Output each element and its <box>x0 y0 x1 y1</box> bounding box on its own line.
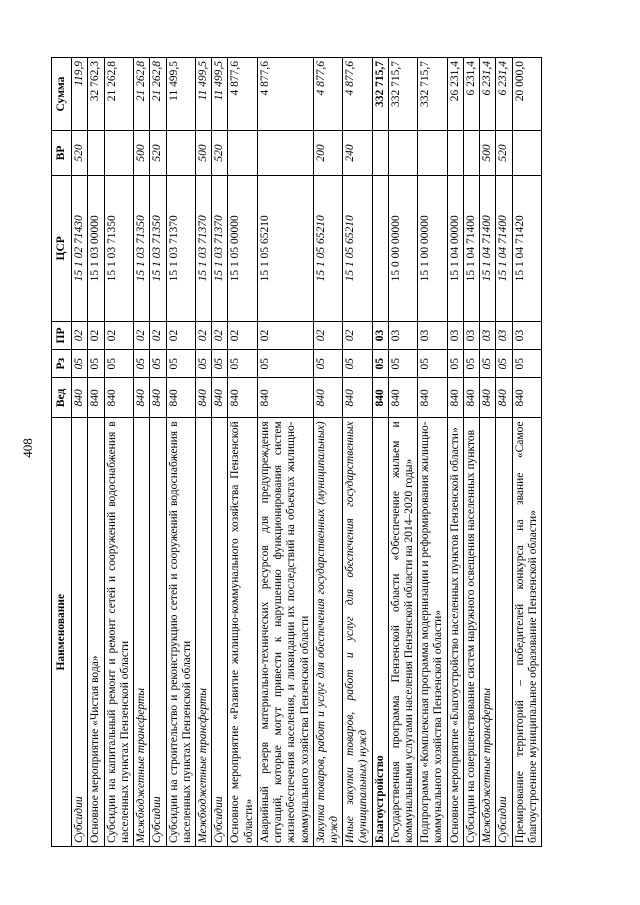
cell-ved: 840 <box>166 378 195 418</box>
cell-ved: 840 <box>418 378 447 418</box>
cell-sum: 119,9 <box>72 58 88 131</box>
cell-ved: 840 <box>88 378 104 418</box>
cell-pr: 02 <box>313 321 342 349</box>
cell-rz: 05 <box>166 350 195 378</box>
cell-pr: 02 <box>104 321 133 349</box>
header-pr: ПР <box>52 321 72 349</box>
cell-vr <box>88 131 104 176</box>
cell-csr: 15 1 04 71400 <box>480 175 496 321</box>
cell-pr: 02 <box>212 321 228 349</box>
cell-csr: 15 1 05 00000 <box>228 175 257 321</box>
cell-sum: 6 231,4 <box>463 58 479 131</box>
cell-csr: 15 1 02 71430 <box>72 175 88 321</box>
cell-pr: 03 <box>512 321 541 349</box>
table-row <box>496 58 512 847</box>
cell-rz: 05 <box>313 350 342 378</box>
cell-sum: 4 877,6 <box>343 58 372 131</box>
cell-vr <box>447 131 463 176</box>
cell-csr: 15 1 03 71370 <box>212 175 228 321</box>
cell-rz: 05 <box>195 350 211 378</box>
cell-vr: 500 <box>195 131 211 176</box>
table-row <box>212 58 228 847</box>
cell-ved: 840 <box>195 378 211 418</box>
cell-ved: 840 <box>512 378 541 418</box>
cell-vr: 500 <box>134 131 150 176</box>
cell-name: Аварийный резерв материально-технических ресурсов для предупреждения ситуаций, которые могут привести к нарушению функционирования систем жизнеобеспечения населения, и ликвидации их последствий на объектах жилищно-коммунального хозяйства Пензенской области <box>257 418 313 847</box>
table-row <box>372 58 388 847</box>
cell-rz: 05 <box>463 350 479 378</box>
cell-vr: 200 <box>313 131 342 176</box>
cell-csr: 15 1 04 71400 <box>463 175 479 321</box>
cell-sum: 21 262,8 <box>104 58 133 131</box>
table-row <box>104 58 133 847</box>
cell-pr: 02 <box>195 321 211 349</box>
cell-rz: 05 <box>150 350 166 378</box>
cell-name: Закупка товаров, работ и услуг для обеспечения государственных (муниципальных) нужд <box>313 418 342 847</box>
cell-pr: 03 <box>496 321 512 349</box>
table-row <box>388 58 417 847</box>
cell-pr: 02 <box>88 321 104 349</box>
table-row <box>257 58 313 847</box>
cell-rz: 05 <box>343 350 372 378</box>
cell-pr: 03 <box>463 321 479 349</box>
cell-ved: 840 <box>480 378 496 418</box>
cell-name: Субсидии <box>150 418 166 847</box>
table-row <box>313 58 342 847</box>
cell-name: Межбюджетные трансферты <box>134 418 150 847</box>
cell-vr: 520 <box>212 131 228 176</box>
budget-table <box>51 57 542 847</box>
budget-table-container <box>51 57 589 847</box>
cell-vr: 520 <box>150 131 166 176</box>
table-row <box>166 58 195 847</box>
cell-pr: 02 <box>228 321 257 349</box>
cell-pr: 02 <box>72 321 88 349</box>
cell-name: Основное мероприятие «Развитие жилищно-коммунального хозяйства Пензенской области» <box>228 418 257 847</box>
cell-rz: 05 <box>88 350 104 378</box>
cell-sum: 32 762,3 <box>88 58 104 131</box>
header-name: Наименование <box>52 418 72 847</box>
cell-rz: 05 <box>418 350 447 378</box>
cell-vr <box>166 131 195 176</box>
cell-sum: 332 715,7 <box>388 58 417 131</box>
cell-sum: 6 231,4 <box>480 58 496 131</box>
cell-sum: 332 715,7 <box>372 58 388 131</box>
cell-pr: 02 <box>134 321 150 349</box>
table-row <box>480 58 496 847</box>
cell-name: Субсидии на капитальный ремонт и ремонт сетей и сооружений водоснабжения в населенных пунктах Пензенской области <box>104 418 133 847</box>
cell-name: Основное мероприятие «Благоустройство населенных пунктов Пензенской области» <box>447 418 463 847</box>
cell-sum: 11 499,5 <box>166 58 195 131</box>
header-csr: ЦСР <box>52 175 72 321</box>
cell-rz: 05 <box>257 350 313 378</box>
cell-ved: 840 <box>212 378 228 418</box>
table-row <box>447 58 463 847</box>
cell-vr: 500 <box>480 131 496 176</box>
cell-rz: 05 <box>72 350 88 378</box>
cell-vr <box>512 131 541 176</box>
cell-vr: 520 <box>496 131 512 176</box>
cell-ved: 840 <box>104 378 133 418</box>
cell-csr: 15 1 04 71420 <box>512 175 541 321</box>
cell-name: Межбюджетные трансферты <box>195 418 211 847</box>
cell-vr <box>228 131 257 176</box>
cell-name: Основное мероприятие «Чистая вода» <box>88 418 104 847</box>
cell-name: Подпрограмма «Комплексная программа модернизации и реформирования жилищно-коммунального хозяйства Пензенской области» <box>418 418 447 847</box>
table-row <box>512 58 541 847</box>
cell-csr: 15 1 03 71350 <box>150 175 166 321</box>
cell-pr: 03 <box>447 321 463 349</box>
cell-ved: 840 <box>496 378 512 418</box>
cell-rz: 05 <box>388 350 417 378</box>
cell-csr: 15 1 00 00000 <box>418 175 447 321</box>
cell-vr <box>418 131 447 176</box>
table-row <box>343 58 372 847</box>
cell-rz: 05 <box>212 350 228 378</box>
cell-rz: 05 <box>134 350 150 378</box>
cell-name: Иные закупки товаров, работ и услуг для обеспечения государственных (муниципальных) нужд <box>343 418 372 847</box>
cell-name: Субсидии <box>496 418 512 847</box>
cell-csr: 15 1 04 00000 <box>447 175 463 321</box>
cell-pr: 03 <box>418 321 447 349</box>
cell-pr: 02 <box>166 321 195 349</box>
cell-csr: 15 1 03 71370 <box>166 175 195 321</box>
cell-name: Государственная программа Пензенской области «Обеспечение жильем и коммунальными услугами населения Пензенской области на 2014–2020 годы» <box>388 418 417 847</box>
cell-csr: 15 1 05 65210 <box>313 175 342 321</box>
cell-csr: 15 1 03 71350 <box>104 175 133 321</box>
cell-csr: 15 1 03 71350 <box>134 175 150 321</box>
cell-ved: 840 <box>388 378 417 418</box>
cell-vr: 520 <box>72 131 88 176</box>
cell-ved: 840 <box>150 378 166 418</box>
cell-pr: 03 <box>480 321 496 349</box>
cell-vr <box>463 131 479 176</box>
cell-ved: 840 <box>257 378 313 418</box>
cell-sum: 11 499,5 <box>212 58 228 131</box>
cell-vr <box>388 131 417 176</box>
cell-ved: 840 <box>447 378 463 418</box>
cell-name: Субсидии <box>72 418 88 847</box>
cell-vr <box>372 131 388 176</box>
cell-sum: 20 000,0 <box>512 58 541 131</box>
cell-csr: 15 1 05 65210 <box>343 175 372 321</box>
page-number: 408 <box>19 438 35 458</box>
cell-csr: 15 1 03 71370 <box>195 175 211 321</box>
cell-ved: 840 <box>72 378 88 418</box>
cell-rz: 05 <box>372 350 388 378</box>
cell-csr <box>372 175 388 321</box>
header-rz: Рз <box>52 350 72 378</box>
cell-rz: 05 <box>447 350 463 378</box>
cell-ved: 840 <box>343 378 372 418</box>
cell-sum: 6 231,4 <box>496 58 512 131</box>
cell-pr: 02 <box>150 321 166 349</box>
table-row <box>150 58 166 847</box>
table-row <box>228 58 257 847</box>
cell-ved: 840 <box>313 378 342 418</box>
cell-sum: 26 231,4 <box>447 58 463 131</box>
cell-name: Субсидии <box>212 418 228 847</box>
cell-csr: 15 1 04 71400 <box>496 175 512 321</box>
cell-csr: 15 0 00 00000 <box>388 175 417 321</box>
header-sum: Сумма <box>52 58 72 131</box>
table-row <box>195 58 211 847</box>
cell-vr <box>257 131 313 176</box>
cell-ved: 840 <box>228 378 257 418</box>
cell-name: Субсидии на строительство и реконструкцию сетей и сооружений водоснабжения в населенных пунктах Пензенской области <box>166 418 195 847</box>
cell-pr: 03 <box>372 321 388 349</box>
cell-name: Благоустройство <box>372 418 388 847</box>
cell-rz: 05 <box>480 350 496 378</box>
cell-sum: 11 499,5 <box>195 58 211 131</box>
cell-sum: 4 877,6 <box>313 58 342 131</box>
cell-csr: 15 1 03 00000 <box>88 175 104 321</box>
cell-name: Субсидии на совершенствование систем наружного освещения населенных пунктов <box>463 418 479 847</box>
table-row <box>418 58 447 847</box>
cell-pr: 02 <box>343 321 372 349</box>
header-ved: Вед <box>52 378 72 418</box>
table-row <box>88 58 104 847</box>
cell-rz: 05 <box>228 350 257 378</box>
cell-pr: 03 <box>388 321 417 349</box>
cell-vr <box>104 131 133 176</box>
table-header-row <box>52 58 72 847</box>
table-body <box>72 58 542 847</box>
cell-sum: 4 877,6 <box>228 58 257 131</box>
header-vr: ВР <box>52 131 72 176</box>
cell-name: Межбюджетные трансферты <box>480 418 496 847</box>
cell-ved: 840 <box>372 378 388 418</box>
cell-ved: 840 <box>134 378 150 418</box>
cell-sum: 21 262,8 <box>150 58 166 131</box>
cell-vr: 240 <box>343 131 372 176</box>
table-row <box>72 58 88 847</box>
cell-rz: 05 <box>104 350 133 378</box>
cell-csr: 15 1 05 65210 <box>257 175 313 321</box>
cell-sum: 21 262,8 <box>134 58 150 131</box>
cell-rz: 05 <box>512 350 541 378</box>
cell-name: Премирование территорий – победителей конкурса на звание «Самое благоустроенное муниципальное образование Пензенской области» <box>512 418 541 847</box>
cell-sum: 332 715,7 <box>418 58 447 131</box>
table-row <box>463 58 479 847</box>
table-row <box>134 58 150 847</box>
cell-ved: 840 <box>463 378 479 418</box>
cell-sum: 4 877,6 <box>257 58 313 131</box>
cell-pr: 02 <box>257 321 313 349</box>
cell-rz: 05 <box>496 350 512 378</box>
